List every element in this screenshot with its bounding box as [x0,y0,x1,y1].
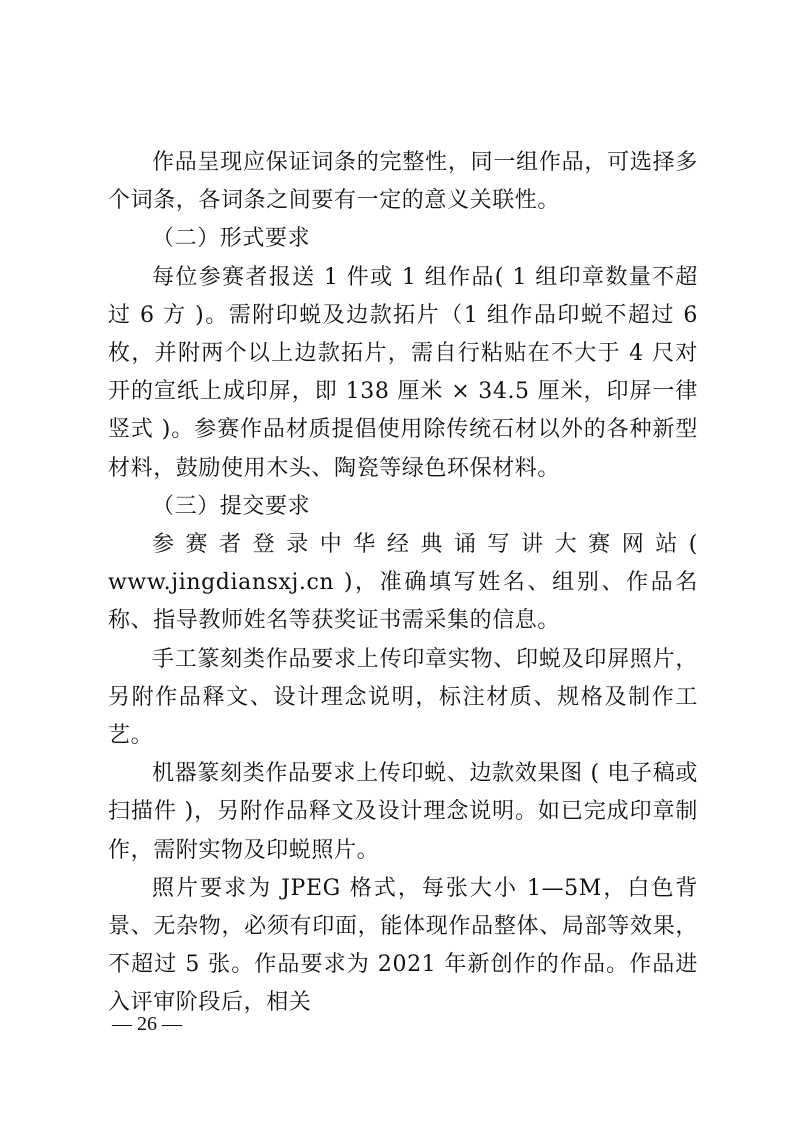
section-heading-submission: （三）提交要求 [152,493,311,519]
paragraph-integrity: 作品呈现应保证词条的完整性，同一组作品，可选择多个词条，各词条之间要有一定的意义关联性。 [108,150,698,214]
paragraph-machine-carving: 机器篆刻类作品要求上传印蜕、边款效果图 ( 电子稿或扫描件 )，另附作品释文及设计理念说明。如已完成印章制作，需附实物及印蜕照片。 [108,761,698,863]
paragraph-photo-requirements: 照片要求为 JPEG 格式，每张大小 1—5M，白色背景、无杂物，必须有印面，能体现作品整体、局部等效果，不超过 5 张。作品要求为 2021 年新创作的作品。作品进入评审阶段后，相关 [108,875,698,1016]
document-body [108,144,698,1023]
paragraph-website-login: 参赛者登录中华经典诵写讲大赛网站( www.jingdiansxj.cn )，准确填写姓名、组别、作品名称、指导教师姓名等获奖证书需采集的信息。 [108,532,698,634]
paragraph-format-requirements: 每位参赛者报送 1 件或 1 组作品( 1 组印章数量不超过 6 方 )。需附印蜕及边款拓片（1 组作品印蜕不超过 6 枚，并附两个以上边款拓片，需自行粘贴在不大于 4 尺对开的宣纸上成印屏，即 138 厘米 × 34.5 厘米，印屏一律竖式 )。参赛作品材质提倡使用除传统石材以外的各种新型材料，鼓励使用木头、陶瓷等绿色环保材料。 [108,264,698,481]
page-number: — 26 — [112,1013,182,1035]
paragraph-manual-carving: 手工篆刻类作品要求上传印章实物、印蜕及印屏照片，另附作品释文、设计理念说明，标注材质、规格及制作工艺。 [108,646,698,749]
section-heading-format: （二）形式要求 [152,226,311,252]
